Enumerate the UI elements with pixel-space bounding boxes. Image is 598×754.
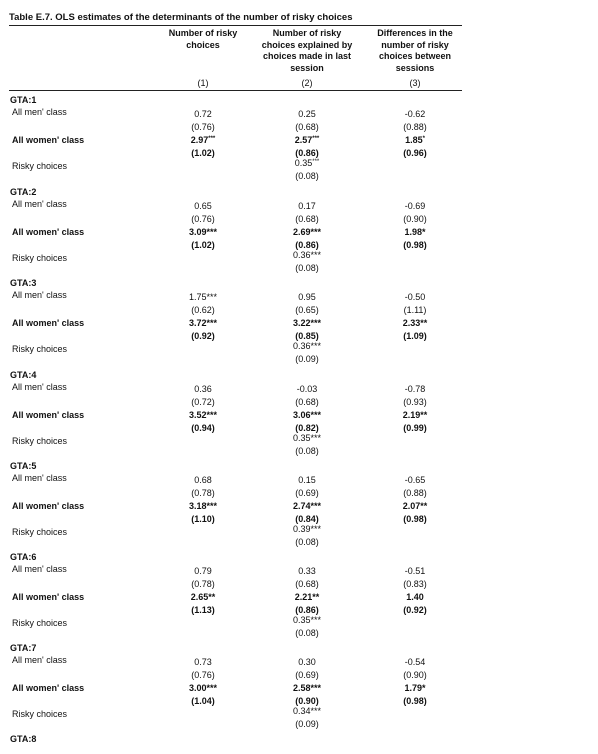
cell-value: 2.21** <box>294 592 320 602</box>
coef-cell <box>370 227 460 238</box>
coef-cell <box>370 501 460 512</box>
cell-value: 0.25 <box>298 109 316 119</box>
row-label-risky: Risky choices <box>12 618 68 628</box>
group-label: GTA:5 <box>10 461 37 471</box>
coef-cell <box>262 433 352 444</box>
row-label-men: All men' class <box>12 655 67 665</box>
se-cell: (0.76) <box>191 214 215 224</box>
group-label: GTA:7 <box>10 643 37 653</box>
cell-value: 0.68 <box>194 475 212 485</box>
group-label: GTA:8 <box>10 734 37 744</box>
se-cell: (1.02) <box>191 148 215 158</box>
cell-value: 3.52*** <box>188 410 218 420</box>
cell-value: -0.65 <box>404 475 426 485</box>
row-label-men: All men' class <box>12 564 67 574</box>
coef-cell <box>370 292 460 303</box>
coef-cell <box>262 475 352 486</box>
coef-cell <box>262 683 352 694</box>
se-cell: (1.10) <box>191 514 215 524</box>
row-label-risky: Risky choices <box>12 161 68 171</box>
coef-cell <box>158 109 248 120</box>
coef-cell <box>370 201 460 212</box>
top-rule <box>9 25 462 26</box>
coef-cell <box>158 201 248 212</box>
coef-cell <box>262 201 352 212</box>
coef-cell <box>158 566 248 577</box>
cell-value: 0.35*** <box>292 433 322 443</box>
row-label-men: All men' class <box>12 382 67 392</box>
coef-cell <box>370 410 460 421</box>
row-label-men: All men' class <box>12 199 67 209</box>
se-cell: (0.99) <box>403 423 427 433</box>
row-label-women: All women' class <box>12 501 85 511</box>
se-cell: (1.04) <box>191 696 215 706</box>
coef-cell <box>262 109 352 120</box>
se-cell: (0.08) <box>295 171 319 181</box>
coef-cell <box>158 592 248 603</box>
row-label-women: All women' class <box>12 227 85 237</box>
coef-cell <box>158 410 248 421</box>
cell-value: -0.62 <box>404 109 426 119</box>
coef-cell <box>158 475 248 486</box>
group-label: GTA:3 <box>10 278 37 288</box>
cell-value: 0.33 <box>298 566 316 576</box>
cell-value: 0.35*** <box>292 615 322 625</box>
group-label: GTA:1 <box>10 95 37 105</box>
cell-value: -0.51 <box>404 566 426 576</box>
row-label-women: All women' class <box>12 410 85 420</box>
se-cell: (0.86) <box>295 148 319 158</box>
se-cell: (1.09) <box>403 331 427 341</box>
row-label-risky: Risky choices <box>12 436 68 446</box>
coef-cell <box>158 384 248 395</box>
coef-cell <box>370 384 460 395</box>
se-cell: (0.83) <box>403 579 427 589</box>
cell-value: 2.19** <box>402 410 428 420</box>
coef-cell <box>158 657 248 668</box>
coef-cell <box>262 657 352 668</box>
coef-cell <box>262 592 352 603</box>
cell-value: 0.39*** <box>292 524 322 534</box>
cell-value: 2.58*** <box>292 683 322 693</box>
row-label-risky: Risky choices <box>12 253 68 263</box>
row-label-risky: Risky choices <box>12 709 68 719</box>
coef-cell <box>158 135 248 146</box>
coef-cell <box>370 592 460 603</box>
row-label-women: All women' class <box>12 318 85 328</box>
cell-value: 0.17 <box>298 201 316 211</box>
col3-header: Differences in the number of risky choices between sessions <box>377 28 453 73</box>
se-cell: (0.93) <box>403 397 427 407</box>
se-cell: (0.62) <box>191 305 215 315</box>
col3-number: (3) <box>409 78 421 88</box>
cell-value: 0.36*** <box>292 341 322 351</box>
se-cell: (0.88) <box>403 488 427 498</box>
se-cell: (0.69) <box>295 488 319 498</box>
se-cell: (0.94) <box>191 423 215 433</box>
coef-cell <box>262 341 352 352</box>
cell-value: 0.73 <box>194 657 212 667</box>
coef-cell <box>262 706 352 717</box>
se-cell: (0.82) <box>295 423 319 433</box>
row-label-risky: Risky choices <box>12 344 68 354</box>
cell-value: 2.69*** <box>292 227 322 237</box>
se-cell: (0.08) <box>295 628 319 638</box>
se-cell: (0.98) <box>403 240 427 250</box>
coef-cell <box>262 158 352 169</box>
se-cell: (0.96) <box>403 148 427 158</box>
group-label: GTA:4 <box>10 370 37 380</box>
col1-number: (1) <box>197 78 209 88</box>
cell-value: 0.30 <box>298 657 316 667</box>
coef-cell <box>370 566 460 577</box>
header-rule <box>9 90 462 91</box>
coef-cell <box>370 318 460 329</box>
cell-value: 1.75*** <box>188 292 218 302</box>
se-cell: (0.86) <box>295 240 319 250</box>
se-cell: (0.86) <box>295 605 319 615</box>
se-cell: (1.02) <box>191 240 215 250</box>
se-cell: (0.85) <box>295 331 319 341</box>
cell-value: 3.00*** <box>188 683 218 693</box>
coef-cell <box>262 318 352 329</box>
cell-value: 0.95 <box>298 292 316 302</box>
col2-number: (2) <box>301 78 313 88</box>
cell-value: -0.03 <box>296 384 318 394</box>
cell-value: 1.98* <box>404 227 426 237</box>
cell-value: -0.69 <box>404 201 426 211</box>
coef-cell <box>158 318 248 329</box>
se-cell: (0.78) <box>191 579 215 589</box>
se-cell: (0.84) <box>295 514 319 524</box>
coef-cell <box>158 683 248 694</box>
col1-header: Number of risky choices <box>168 28 238 50</box>
coef-cell <box>262 135 352 146</box>
coef-cell <box>262 384 352 395</box>
cell-value: 1.79* <box>404 683 426 693</box>
se-cell: (1.13) <box>191 605 215 615</box>
row-label-women: All women' class <box>12 135 85 145</box>
row-label-men: All men' class <box>12 290 67 300</box>
se-cell: (0.09) <box>295 354 319 364</box>
row-label-risky: Risky choices <box>12 527 68 537</box>
cell-value: 3.18*** <box>188 501 218 511</box>
cell-value: 3.06*** <box>292 410 322 420</box>
se-cell: (0.76) <box>191 122 215 132</box>
table-title: Table E.7. OLS estimates of the determinants of the number of risky choices <box>9 12 353 23</box>
group-label: GTA:6 <box>10 552 37 562</box>
coef-cell <box>262 410 352 421</box>
coef-cell <box>262 292 352 303</box>
significance-stars: *** <box>312 159 320 165</box>
cell-value: 2.97 <box>190 135 209 145</box>
se-cell: (0.09) <box>295 719 319 729</box>
se-cell: (0.90) <box>403 670 427 680</box>
se-cell: (0.98) <box>403 514 427 524</box>
coef-cell <box>370 657 460 668</box>
cell-value: 0.65 <box>194 201 212 211</box>
cell-value: 0.36*** <box>292 250 322 260</box>
cell-value: 0.79 <box>194 566 212 576</box>
coef-cell <box>262 615 352 626</box>
cell-value: 0.36 <box>194 384 212 394</box>
cell-value: 3.09*** <box>188 227 218 237</box>
cell-value: 1.85 <box>405 135 423 145</box>
cell-value: 3.22*** <box>292 318 322 328</box>
row-label-women: All women' class <box>12 592 85 602</box>
cell-value: 2.33** <box>402 318 428 328</box>
coef-cell <box>370 109 460 120</box>
coef-cell <box>262 524 352 535</box>
cell-value: 0.72 <box>194 109 212 119</box>
coef-cell <box>370 135 460 146</box>
se-cell: (0.90) <box>403 214 427 224</box>
coef-cell <box>158 292 248 303</box>
coef-cell <box>370 475 460 486</box>
cell-value: -0.54 <box>404 657 426 667</box>
cell-value: 0.15 <box>298 475 316 485</box>
se-cell: (0.78) <box>191 488 215 498</box>
coef-cell <box>262 501 352 512</box>
cell-value: -0.50 <box>404 292 426 302</box>
row-label-women: All women' class <box>12 683 85 693</box>
se-cell: (0.98) <box>403 696 427 706</box>
significance-stars: *** <box>208 136 216 142</box>
se-cell: (0.68) <box>295 214 319 224</box>
se-cell: (0.68) <box>295 397 319 407</box>
se-cell: (0.92) <box>403 605 427 615</box>
se-cell: (0.65) <box>295 305 319 315</box>
coef-cell <box>370 683 460 694</box>
coef-cell <box>158 501 248 512</box>
coef-cell <box>158 227 248 238</box>
se-cell: (0.76) <box>191 670 215 680</box>
se-cell: (0.08) <box>295 537 319 547</box>
cell-value: -0.78 <box>404 384 426 394</box>
significance-stars: * <box>422 136 425 142</box>
se-cell: (0.72) <box>191 397 215 407</box>
se-cell: (0.08) <box>295 263 319 273</box>
se-cell: (0.90) <box>295 696 319 706</box>
cell-value: 0.34*** <box>292 706 322 716</box>
cell-value: 2.65** <box>190 592 216 602</box>
cell-value: 0.35 <box>294 158 313 168</box>
se-cell: (0.69) <box>295 670 319 680</box>
coef-cell <box>262 566 352 577</box>
cell-value: 2.07** <box>402 501 428 511</box>
row-label-men: All men' class <box>12 107 67 117</box>
cell-value: 2.74*** <box>292 501 322 511</box>
coef-cell <box>262 227 352 238</box>
col2-header: Number of risky choices explained by choices made in last session <box>261 28 353 73</box>
coef-cell <box>262 250 352 261</box>
se-cell: (1.11) <box>403 305 427 315</box>
row-label-men: All men' class <box>12 473 67 483</box>
significance-stars: *** <box>312 136 320 142</box>
group-label: GTA:2 <box>10 187 37 197</box>
cell-value: 1.40 <box>406 592 424 602</box>
se-cell: (0.68) <box>295 579 319 589</box>
se-cell: (0.08) <box>295 446 319 456</box>
cell-value: 3.72*** <box>188 318 218 328</box>
cell-value: 2.57 <box>294 135 313 145</box>
se-cell: (0.68) <box>295 122 319 132</box>
se-cell: (0.88) <box>403 122 427 132</box>
se-cell: (0.92) <box>191 331 215 341</box>
